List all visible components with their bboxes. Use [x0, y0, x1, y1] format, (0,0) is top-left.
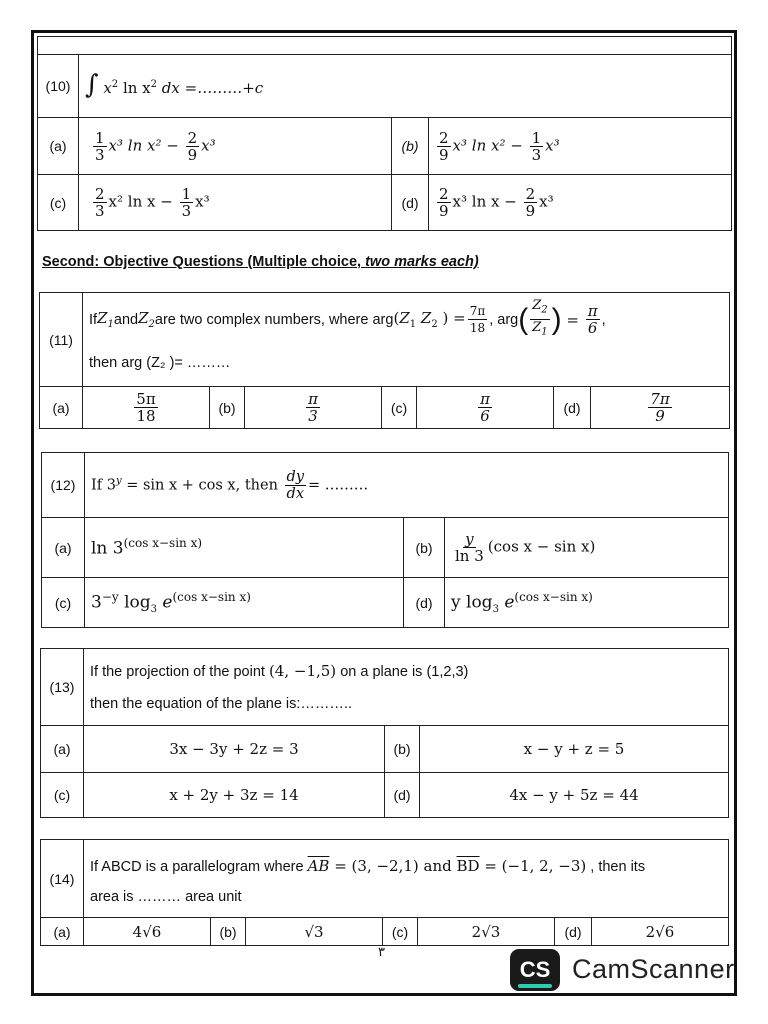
- option-b[interactable]: $\frac{2}{9}$ x³ ln x² − $\frac{1}{3}$ x³: [429, 118, 732, 175]
- option-b[interactable]: √3: [246, 918, 383, 946]
- option-label: (c): [41, 773, 84, 818]
- option-a[interactable]: 3x − 3y + 2z = 3: [84, 726, 385, 773]
- option-d[interactable]: $\frac{2}{9}$ x³ ln x − $\frac{2}{9}$ x³: [429, 175, 732, 231]
- option-a[interactable]: $\frac{1}{3}$ x³ ln x² − $\frac{2}{9}$ x³: [79, 118, 392, 175]
- option-label: (c): [42, 578, 85, 628]
- question-text: If ABCD is a parallelogram where $\overline{AB} = (3$, −2,1) and $\overline{BD} = (-1$, 2, −3) , then its area is ……… area unit: [84, 840, 729, 918]
- option-label: (d): [404, 578, 445, 628]
- option-d[interactable]: $\frac{7\pi}{9}$: [591, 387, 730, 429]
- question-13-table: [40, 648, 729, 818]
- option-c[interactable]: $\frac{\pi}{6}$: [417, 387, 554, 429]
- question-number: (14): [41, 840, 84, 918]
- camscanner-watermark: CamScanner: [572, 954, 735, 984]
- question-number: (10): [38, 55, 79, 118]
- question-14-table: [40, 839, 729, 946]
- option-label: (c): [382, 387, 417, 429]
- option-label: (a): [38, 118, 79, 175]
- option-c[interactable]: $3^{-y}$ $\log_3 e^{(cos x-sin x)}$: [85, 578, 404, 628]
- option-c[interactable]: $\frac{2}{3}$ x² ln x − $\frac{1}{3}$ x³: [79, 175, 392, 231]
- section-heading: Second: Objective Questions (Multiple choice, two marks each): [42, 254, 479, 270]
- option-a[interactable]: 4√6: [84, 918, 211, 946]
- option-d[interactable]: 2√6: [592, 918, 729, 946]
- option-label: (a): [41, 918, 84, 946]
- option-label: (b): [392, 118, 429, 175]
- page-number: ٣: [378, 944, 385, 959]
- option-c[interactable]: x + 2y + 3z = 14: [84, 773, 385, 818]
- option-label: (a): [41, 726, 84, 773]
- option-label: (d): [392, 175, 429, 231]
- option-label: (a): [42, 518, 85, 578]
- option-label: (d): [555, 918, 592, 946]
- option-d[interactable]: y $\log_3 e^{(cos x-sin x)}$: [445, 578, 729, 628]
- option-label: (c): [38, 175, 79, 231]
- option-label: (c): [383, 918, 418, 946]
- option-c[interactable]: 2√3: [418, 918, 555, 946]
- question-number: (12): [42, 453, 85, 518]
- option-label: (d): [554, 387, 591, 429]
- option-a[interactable]: $\ln 3^{(cos x-sin x)}$: [85, 518, 404, 578]
- option-label: (a): [40, 387, 83, 429]
- question-11-table: [39, 292, 730, 429]
- option-label: (d): [385, 773, 420, 818]
- option-b[interactable]: x − y + z = 5: [420, 726, 729, 773]
- question-text: ∫ $x^2$ $\ln x^2$ dx =………+c: [79, 55, 732, 118]
- option-label: (b): [385, 726, 420, 773]
- question-number: (11): [40, 293, 83, 387]
- question-text: If the projection of the point (4, −1,5) on a plane is (1,2,3) then the equation of the plane is:………..: [84, 649, 729, 726]
- option-label: (b): [404, 518, 445, 578]
- option-b[interactable]: $\frac{\pi}{3}$: [245, 387, 382, 429]
- option-label: (b): [210, 387, 245, 429]
- option-d[interactable]: 4x − y + 5z = 44: [420, 773, 729, 818]
- question-text: If $3^y = \sin x + \cos x$, then $\frac{dy}{dx}$ = ………: [85, 453, 729, 518]
- camscanner-logo: CS: [510, 949, 560, 991]
- question-10-table: [37, 54, 732, 231]
- question-12-table: [41, 452, 729, 628]
- question-number: (13): [41, 649, 84, 726]
- question-text: If $Z_1$ and $Z_2$ are two complex numbers, where arg ($Z_1$ $Z_2$ ) = $\frac{7\pi}{18}$ , arg ( $\frac{Z_2}{Z_1}$ ) = $\frac{\pi}{6}$ , then arg (Z₂ )= ………: [83, 293, 730, 387]
- option-label: (b): [211, 918, 246, 946]
- option-a[interactable]: $\frac{5\pi}{18}$: [83, 387, 210, 429]
- option-b[interactable]: $\frac{y}{\ln 3}$ (cos x − sin x): [445, 518, 729, 578]
